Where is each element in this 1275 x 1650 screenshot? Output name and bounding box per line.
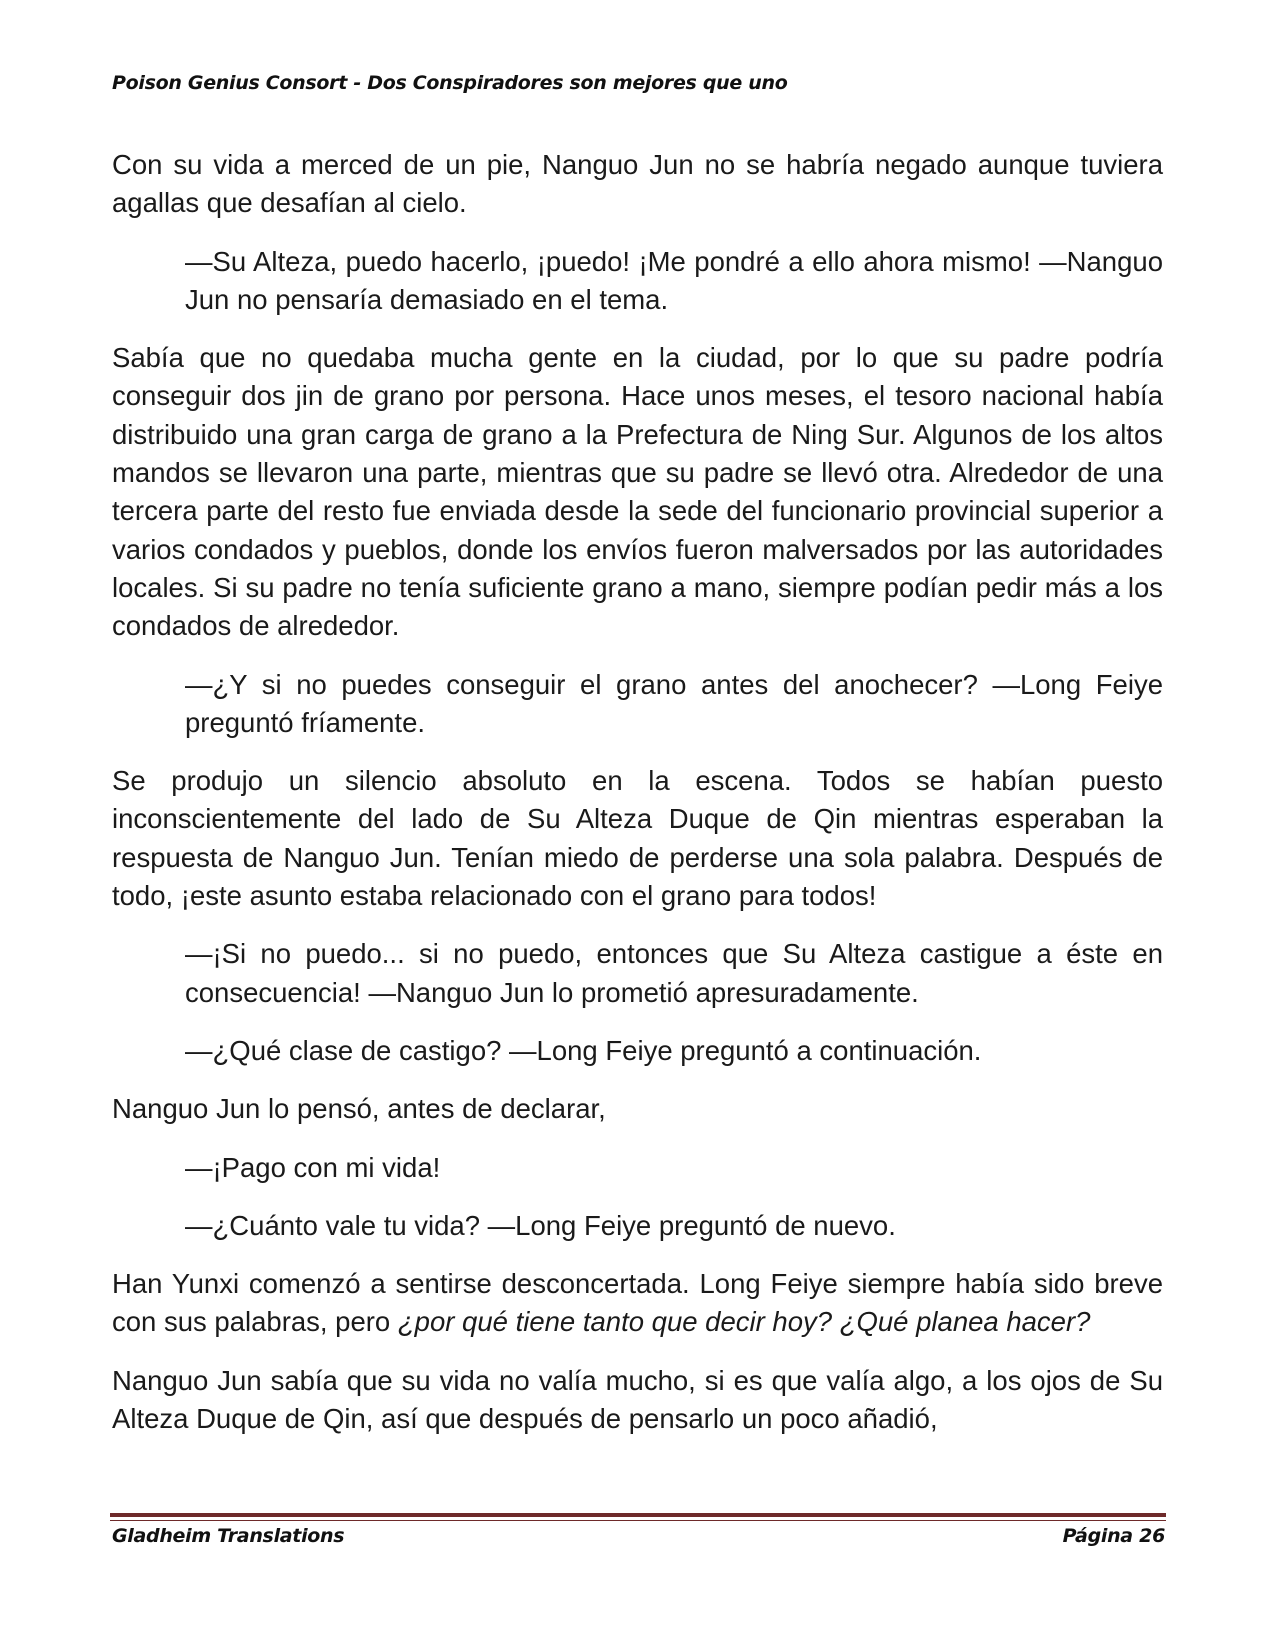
footer-rule-thin	[110, 1520, 1166, 1521]
dialogue-paragraph: —¡Pago con mi vida!	[185, 1151, 441, 1183]
paragraph: Nanguo Jun sabía que su vida no valía mucho, si es que valía algo, a los ojos de Su Alteza Duque de Qin, así que después de pensarlo un poco añadió,	[112, 1364, 1163, 1435]
footer-rule-thick	[110, 1513, 1166, 1517]
dialogue-paragraph: —Su Alteza, puedo hacerlo, ¡puedo! ¡Me pondré a ello ahora mismo! —Nanguo Jun no pensaría demasiado en el tema.	[185, 245, 1163, 315]
body-text	[112, 146, 1163, 1438]
paragraph: Se produjo un silencio absoluto en la escena. Todos se habían puesto inconscientemente del lado de Su Alteza Duque de Qin mientras esperaban la respuesta de Nanguo Jun. Tenían miedo de perderse una sola palabra. Después de todo, ¡este asunto estaba relacionado con el grano para todos!	[112, 765, 1163, 912]
paragraph: Nanguo Jun lo pensó, antes de declarar,	[112, 1093, 606, 1125]
paragraph: Sabía que no quedaba mucha gente en la ciudad, por lo que su padre podría conseguir dos jin de grano por persona. Hace unos meses, el tesoro nacional había distribuido una gran carga de grano a la Prefectura de Ning Sur. Algunos de los altos mandos se llevaron una parte, mientras que su padre se llevó otra. Alrededor de una tercera parte del resto fue enviada desde la sede del funcionario provincial superior a varios condados y pueblos, donde los envíos fueron malversados por las autoridades locales. Si su padre no tenía suficiente grano a mano, siempre podían pedir más a los condados de alrededor.	[112, 342, 1163, 642]
dialogue-paragraph: —¿Y si no puedes conseguir el grano antes del anochecer? —Long Feiye preguntó fríamente.	[185, 668, 1163, 738]
dialogue-paragraph: —¿Qué clase de castigo? —Long Feiye preguntó a continuación.	[185, 1034, 982, 1066]
dialogue-paragraph: —¿Cuánto vale tu vida? —Long Feiye preguntó de nuevo.	[185, 1209, 896, 1241]
running-header: Poison Genius Consort - Dos Conspiradores son mejores que uno	[112, 72, 788, 94]
paragraph-with-italic	[112, 1265, 1163, 1342]
footer-publisher: Gladheim Translations	[112, 1525, 345, 1547]
dialogue-paragraph: —¡Si no puedo... si no puedo, entonces que Su Alteza castigue a éste en consecuencia! —Nanguo Jun lo prometió apresuradamente.	[185, 938, 1163, 1008]
paragraph-lead-text: Han Yunxi comenzó a sentirse desconcertada. Long Feiye siempre había sido breve con sus palabras, pero	[112, 1268, 1163, 1338]
page-number: Página 26	[1062, 1525, 1165, 1547]
italic-thought-text: ¿por qué tiene tanto que decir hoy? ¿Qué planea hacer?	[397, 1306, 1091, 1338]
paragraph: Con su vida a merced de un pie, Nanguo Jun no se habría negado aunque tuviera agallas que desafían al cielo.	[112, 149, 1163, 219]
